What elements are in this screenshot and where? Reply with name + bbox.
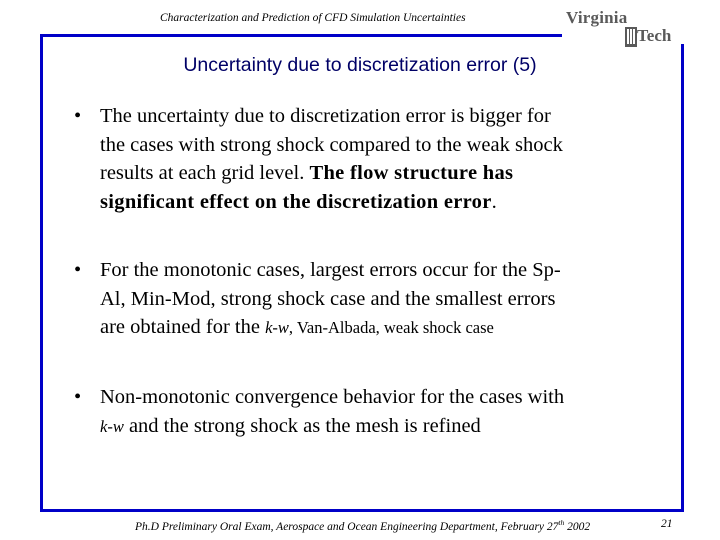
- bullet-3-text: [100, 383, 660, 441]
- bullet-2-text: [100, 256, 660, 343]
- bullet-2-line-3: [100, 313, 660, 343]
- bullet-2-line-3-small: , Van-Albada, weak shock case: [288, 318, 494, 337]
- virginia-tech-logo: [566, 8, 682, 50]
- bullet-1-line-4: [100, 188, 660, 217]
- bullet-1-line-3: [100, 159, 660, 188]
- footer-main: Ph.D Preliminary Oral Exam, Aerospace and Ocean Engineering Department, February 27: [135, 520, 559, 533]
- bullet-dot: •: [74, 259, 82, 281]
- logo-word-tech: Tech: [637, 26, 672, 45]
- bullet-1-line-1: The uncertainty due to discretization error is bigger for: [100, 105, 551, 127]
- bullet-dot: •: [74, 386, 82, 408]
- frame-top: [40, 34, 562, 37]
- bullet-3-kw-model: k-w: [100, 416, 124, 436]
- footer-superscript: th: [558, 518, 565, 527]
- header-title: Characterization and Prediction of CFD Simulation Uncertainties: [160, 12, 466, 24]
- bullet-1-text: [100, 102, 660, 216]
- bullet-2-line-3-text: are obtained for the: [100, 316, 266, 338]
- bullet-1-emphasis-b: significant effect on the discretization error: [100, 190, 492, 213]
- bullet-dot: •: [74, 105, 82, 127]
- bullet-2-kw-model: k-w: [265, 318, 289, 337]
- frame-right: [681, 44, 684, 512]
- bullet-1-line-2: the cases with strong shock compared to the weak shock: [100, 133, 563, 156]
- page-number: 21: [661, 518, 673, 530]
- bullet-3-line-2: [100, 412, 660, 442]
- logo-word-virginia: Virginia: [566, 8, 628, 27]
- bullet-3-line-1: Non-monotonic convergence behavior for the cases with: [100, 386, 565, 408]
- slide-title: Uncertainty due to discretization error (5): [183, 54, 537, 76]
- bullet-1-period: .: [491, 190, 497, 213]
- bullet-2-line-2: Al, Min-Mod, strong shock case and the smallest errors: [100, 287, 556, 310]
- footer-year: 2002: [564, 520, 591, 533]
- frame-bottom: [40, 509, 684, 512]
- bullet-1-emphasis-a: The flow structure has: [309, 162, 514, 184]
- bullet-3-line-2-text: and the strong shock as the mesh is refined: [123, 414, 481, 437]
- shield-icon: [625, 27, 637, 49]
- bullet-1-line-3-text: results at each grid level.: [100, 162, 310, 184]
- bullet-2-line-1: For the monotonic cases, largest errors occur for the Sp-: [100, 259, 561, 281]
- frame-left: [40, 34, 43, 512]
- footer-text: [135, 518, 590, 533]
